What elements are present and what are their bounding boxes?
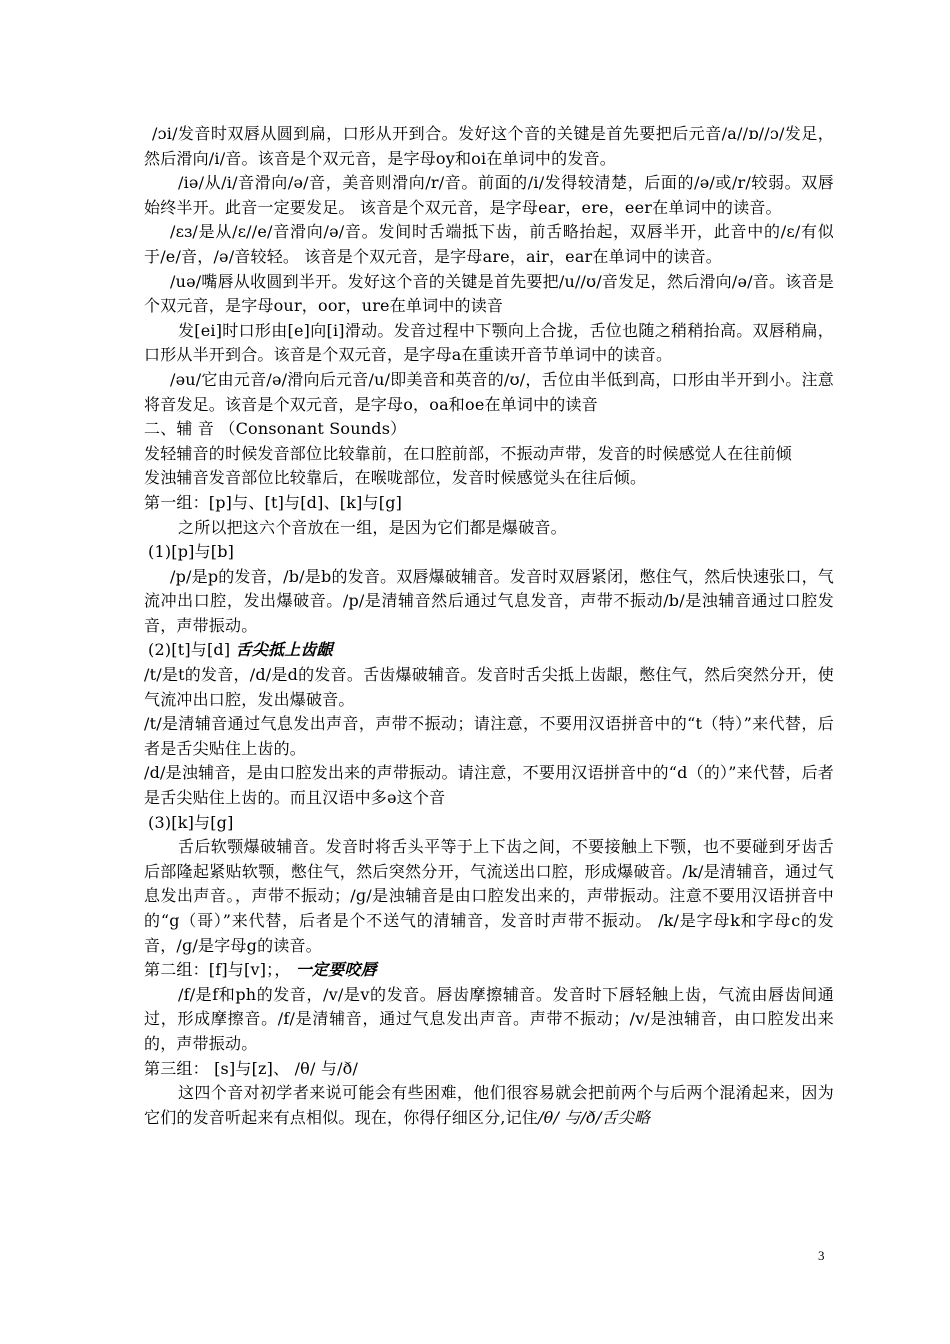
subheading-t-d-emphasis: 舌尖抵上齿龈 (235, 640, 333, 660)
group-one-heading: 第一组：[p]与、[t]与[d]、[k]与[g] (144, 492, 403, 512)
subheading-p-b: (1)[p]与[b] (148, 542, 235, 562)
paragraph-t: /t/是清辅音通过气息发出声音，声带不振动；请注意，不要用汉语拼音中的“t（特）”来代替，后者是舌尖贴住上齿的。 (144, 714, 834, 758)
paragraph-plosives: 之所以把这六个音放在一组，是因为它们都是爆破音。 (178, 517, 567, 537)
group-two-label: 第二组：[f]与[v]；， (144, 960, 291, 980)
paragraph-s-z-emphasis: /θ/ 与/ð/舌尖略 (538, 1107, 651, 1127)
paragraph-oi: /ɔi/发音时双唇从圆到扁，口形从开到合。发好这个音的关键是首先要把后元音/a//ɒ//ɔ/发足，然后滑向/i/音。该音是个双元音，是字母oy和oi在单词中的发音。 (144, 124, 834, 168)
group-two-heading (144, 958, 834, 983)
paragraph-eu: /əu/它由元音/ə/滑向后元音/u/即美音和英音的/ʊ/，舌位由半低到高，口形由半开到小。注意将音发足。该音是个双元音，是字母o，oa和oe在单词中的读音 (144, 369, 834, 414)
paragraph-t-d: /t/是t的发音，/d/是d的发音。舌齿爆破辅音。发音时舌尖抵上齿龈，憋住气，然后突然分开，使气流冲出口腔，发出爆破音。 (144, 665, 834, 709)
paragraph-ei: 发[ei]时口形由[e]向[i]滑动。发音过程中下颚向上合拢，舌位也随之稍稍抬高。双唇稍扁，口形从半开到合。该音是个双元音，是字母a在重读开音节单词中的读音。 (144, 320, 834, 365)
paragraph-ie: /iə/从/i/音滑向/ə/音，美音则滑向/r/音。前面的/i/发得较清楚，后面的/ə/或/r/较弱。双唇始终半开。此音一定要发足。 该音是个双元音，是字母ear，ere，eer在单词中的读音。 (144, 173, 834, 217)
paragraph-ee: /ɛɜ/是从/ɛ//e/音滑向/ə/音。发间时舌端抵下齿，前舌略抬起，双唇半开，此音中的/ɛ/有似于/e/音，/ə/音较轻。 该音是个双元音，是字母are，air，ear在单词中的读音。 (144, 222, 834, 266)
subheading-t-d (144, 638, 834, 663)
section-heading-consonants: 二、辅 音 （Consonant Sounds） (144, 419, 407, 439)
paragraph-d: /d/是浊辅音，是由口腔发出来的声带振动。请注意，不要用汉语拼音中的“d（的）”来代替，后者是舌尖贴住上齿的。而且汉语中多ə这个音 (144, 763, 834, 808)
subheading-k-g: (3)[k]与[g] (148, 812, 234, 832)
paragraph-ue: /uə/嘴唇从收圆到半开。发好这个音的关键是首先要把/u//ʊ/音发足，然后滑向/ə/音。该音是个双元音，是字母our，oor，ure在单词中的读音 (144, 271, 834, 316)
paragraph-f-v: /f/是f和ph的发音，/v/是v的发音。唇齿摩擦辅音。发音时下唇轻触上齿，气流由唇齿间通过，形成摩擦音。/f/是清辅音，通过气息发出声音。声带不振动；/v/是浊辅音，由口腔发出来的，声带振动。 (144, 984, 834, 1053)
paragraph-s-z-text: 这四个音对初学者来说可能会有些困难，他们很容易就会把前两个与后两个混淆起来，因为它们的发音听起来有点相似。现在，你得仔细区分,记住 (144, 1083, 834, 1127)
group-three-heading: 第三组： [s]与[z]、 /θ/ 与/ð/ (144, 1058, 359, 1078)
paragraph-voiceless: 发轻辅音的时候发音部位比较靠前，在口腔前部，不振动声带，发音的时候感觉人在往前倾 (144, 443, 793, 463)
page-body (144, 122, 834, 1130)
paragraph-s-z (144, 1081, 834, 1130)
subheading-t-d-label: (2)[t]与[d] (148, 640, 231, 660)
paragraph-p-b: /p/是p的发音，/b/是b的发音。双唇爆破辅音。发音时双唇紧闭，憋住气，然后快速张口，气流冲出口腔，发出爆破音。/p/是清辅音然后通过气息发音，声带不振动/b/是浊辅音通过口腔发音，声带振动。 (144, 566, 834, 635)
group-two-emphasis: 一定要咬唇 (295, 960, 377, 980)
paragraph-k-g: 舌后软颚爆破辅音。发音时将舌头平等于上下齿之间，不要接触上下颚，也不要碰到牙齿舌后部隆起紧贴软颚，憋住气，然后突然分开，气流送出口腔，形成爆破音。/k/是清辅音，通过气息发出声音。，声带不振动；/ɡ/是浊辅音是由口腔发出来的，声带振动。注意不要用汉语拼音中的“g（哥）”来代替，后者是个不送气的清辅音，发音时声带不振动。 /k/是字母k和字母c的发音，/ɡ/是字母g的读音。 (144, 837, 834, 955)
page-number: 3 (818, 1248, 825, 1263)
paragraph-voiced: 发浊辅音发音部位比较靠后，在喉咙部位，发音时候感觉头在往后倾。 (144, 468, 647, 488)
